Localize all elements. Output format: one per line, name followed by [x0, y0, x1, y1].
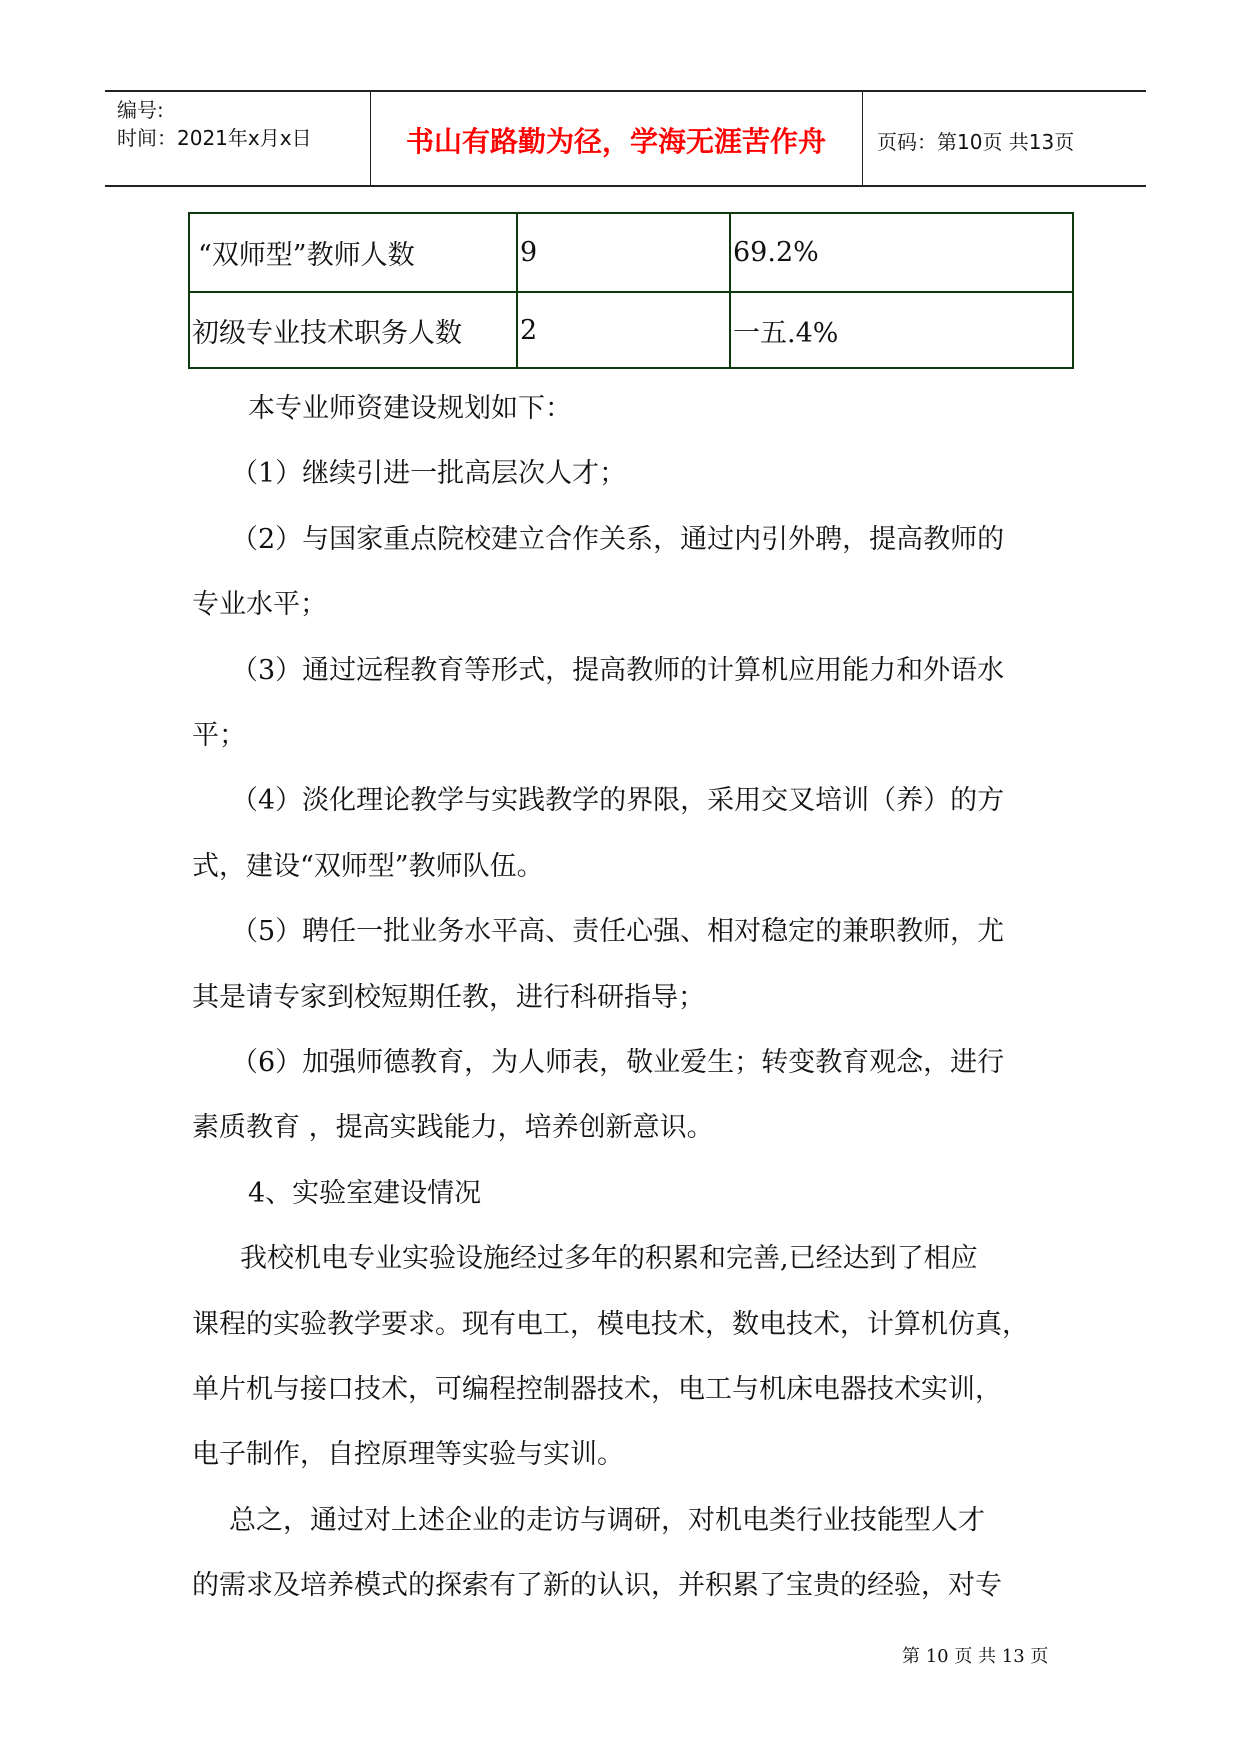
table-cell: 69.2% [730, 213, 1073, 292]
page-header [105, 90, 1146, 187]
text-line: 的需求及培养模式的探索有了新的认识，并积累了宝贵的经验，对专 [192, 1570, 1002, 1602]
data-table [188, 212, 1074, 369]
text-line: 素质教育 ，提高实践能力，培养创新意识。 [192, 1112, 714, 1144]
text-line: 我校机电专业实验设施经过多年的积累和完善,已经达到了相应 [240, 1243, 978, 1275]
text-line: 课程的实验教学要求。现有电工，模电技术，数电技术，计算机仿真， [192, 1308, 1029, 1340]
table-cell: 初级专业技术职务人数 [189, 292, 517, 368]
text-line: （3）通过远程教育等形式，提高教师的计算机应用能力和外语水 [231, 654, 1005, 686]
text-line: 本专业师资建设规划如下： [248, 393, 572, 424]
text-line: （5）聘任一批业务水平高、责任心强、相对稳定的兼职教师，尤 [231, 916, 1005, 948]
text-line: 4、实验室建设情况 [248, 1177, 482, 1209]
table-cell: 2 [517, 292, 730, 368]
table-cell: 9 [517, 213, 730, 292]
page-footer: 第 10 页 共 13 页 [902, 1646, 1049, 1667]
time-label: 时间：2021年x月x日 [117, 126, 312, 150]
text-line: 其是请专家到校短期任教，进行科研指导； [192, 981, 705, 1013]
text-line: 电子制作，自控原理等实验与实训。 [192, 1439, 624, 1471]
header-divider [862, 92, 863, 185]
table-cell: “双师型”教师人数 [189, 213, 517, 292]
motto: 书山有路勤为径，学海无涯苦作舟 [405, 125, 826, 158]
number-label: 编号: [117, 98, 164, 122]
text-line: 专业水平； [192, 589, 327, 621]
table-cell: 一五.4% [730, 292, 1073, 368]
text-line: （4）淡化理论教学与实践教学的界限，采用交叉培训（养）的方 [231, 785, 1005, 817]
text-line: （6）加强师德教育，为人师表，敬业爱生；转变教育观念，进行 [231, 1047, 1005, 1078]
text-line: （2）与国家重点院校建立合作关系，通过内引外聘，提高教师的 [231, 523, 1005, 555]
page-label: 页码：第10页 共13页 [877, 130, 1075, 154]
text-line: （1）继续引进一批高层次人才； [231, 458, 627, 490]
text-line: 式，建设“双师型”教师队伍。 [192, 850, 544, 882]
text-line: 单片机与接口技术，可编程控制器技术，电工与机床电器技术实训， [192, 1374, 1002, 1405]
table-row [189, 292, 1073, 368]
text-line: 总之，通过对上述企业的走访与调研，对机电类行业技能型人才 [229, 1504, 985, 1536]
table-row [189, 213, 1073, 292]
text-line: 平； [192, 720, 246, 751]
